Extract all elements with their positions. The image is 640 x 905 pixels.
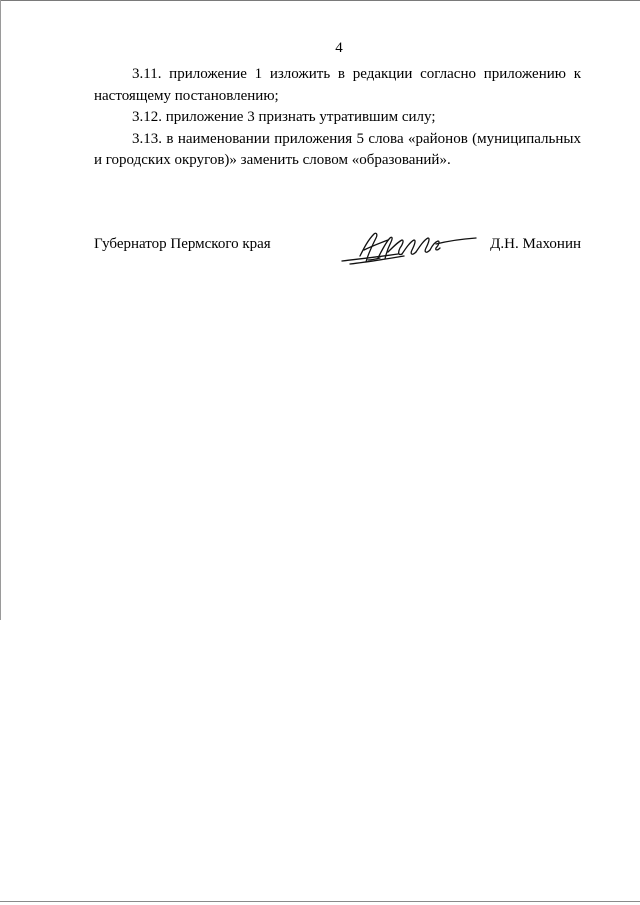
- body-text: [94, 64, 581, 172]
- paragraph-3-13: 3.13. в наименовании приложения 5 слова «районов (муниципальных и городских округов)» заменить словом «образований».: [94, 130, 581, 168]
- page-number: 4: [335, 40, 343, 56]
- handwritten-signature: [338, 226, 478, 270]
- paragraph-3-11: 3.11. приложение 1 изложить в редакции согласно приложению к настоящему постановлению;: [94, 66, 581, 104]
- signatory-name: Д.Н. Махонин: [490, 236, 581, 252]
- signatory-title: Губернатор Пермского края: [94, 236, 271, 252]
- scan-edge-left: [0, 0, 1, 620]
- scan-edge-top: [0, 0, 640, 1]
- scan-edge-bottom: [0, 901, 640, 902]
- paragraph-3-12: 3.12. приложение 3 признать утратившим силу;: [132, 109, 436, 125]
